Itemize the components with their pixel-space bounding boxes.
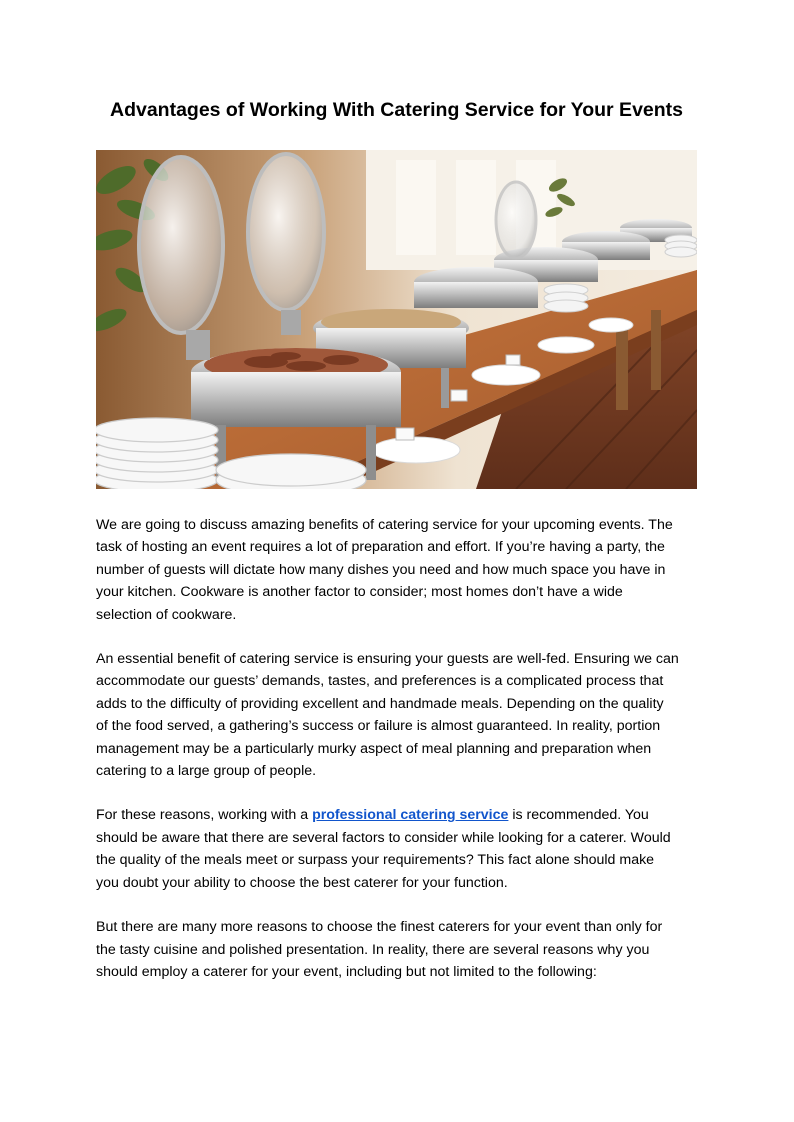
text-line: selection of cookware. bbox=[96, 606, 237, 623]
text-line: accommodate our guests’ demands, tastes, and preferences is a complicated process that bbox=[96, 673, 664, 690]
text-fragment: For these reasons, working with a bbox=[96, 807, 313, 824]
text-line: catering to a large group of people. bbox=[96, 763, 317, 780]
document-title: Advantages of Working With Catering Service for Your Events bbox=[109, 99, 684, 121]
article-body bbox=[96, 514, 702, 1005]
text-line: the quality of the meals meet or surpass your requirements? This fact alone should make bbox=[96, 852, 655, 869]
text-line: should employ a caterer for your event, including but not limited to the following: bbox=[96, 963, 597, 980]
text-fragment: is recommended. You bbox=[508, 807, 649, 824]
text-line: your kitchen. Cookware is another factor to consider; most homes don’t have a wide bbox=[96, 584, 623, 601]
text-line: But there are many more reasons to choose the finest caterers for your event than only for bbox=[96, 919, 663, 936]
paragraph-4 bbox=[96, 916, 702, 983]
text-line: task of hosting an event requires a lot of preparation and effort. If you’re having a party, the bbox=[96, 539, 665, 556]
paragraph-1 bbox=[96, 514, 702, 626]
buffet-photo bbox=[96, 150, 697, 489]
paragraph-3 bbox=[96, 804, 702, 894]
buffet-chafing-dishes-icon bbox=[96, 150, 697, 489]
text-line: adds to the difficulty of providing excellent and handmade meals. Depending on the quality bbox=[96, 695, 664, 712]
text-line: number of guests will dictate how many dishes you need and how much space you have in bbox=[96, 561, 666, 578]
professional-catering-service-link[interactable]: professional catering service bbox=[312, 807, 509, 824]
text-line: the tasty cuisine and polished presentation. In reality, there are several reasons why you bbox=[96, 941, 650, 958]
text-line: We are going to discuss amazing benefits of catering service for your upcoming events. The bbox=[96, 517, 673, 533]
text-line: An essential benefit of catering service is ensuring your guests are well-fed. Ensuring we can bbox=[96, 651, 679, 668]
text-line: should be aware that there are several factors to consider while looking for a caterer. Would bbox=[96, 829, 671, 846]
text-line: you doubt your ability to choose the best caterer for your function. bbox=[96, 874, 508, 891]
paragraph-2 bbox=[96, 648, 702, 782]
text-line: of the food served, a gathering’s success or failure is almost guaranteed. In reality, portion bbox=[96, 718, 661, 735]
text-line: management may be a particularly murky aspect of meal planning and preparation when bbox=[96, 740, 652, 757]
text-line bbox=[96, 804, 702, 826]
